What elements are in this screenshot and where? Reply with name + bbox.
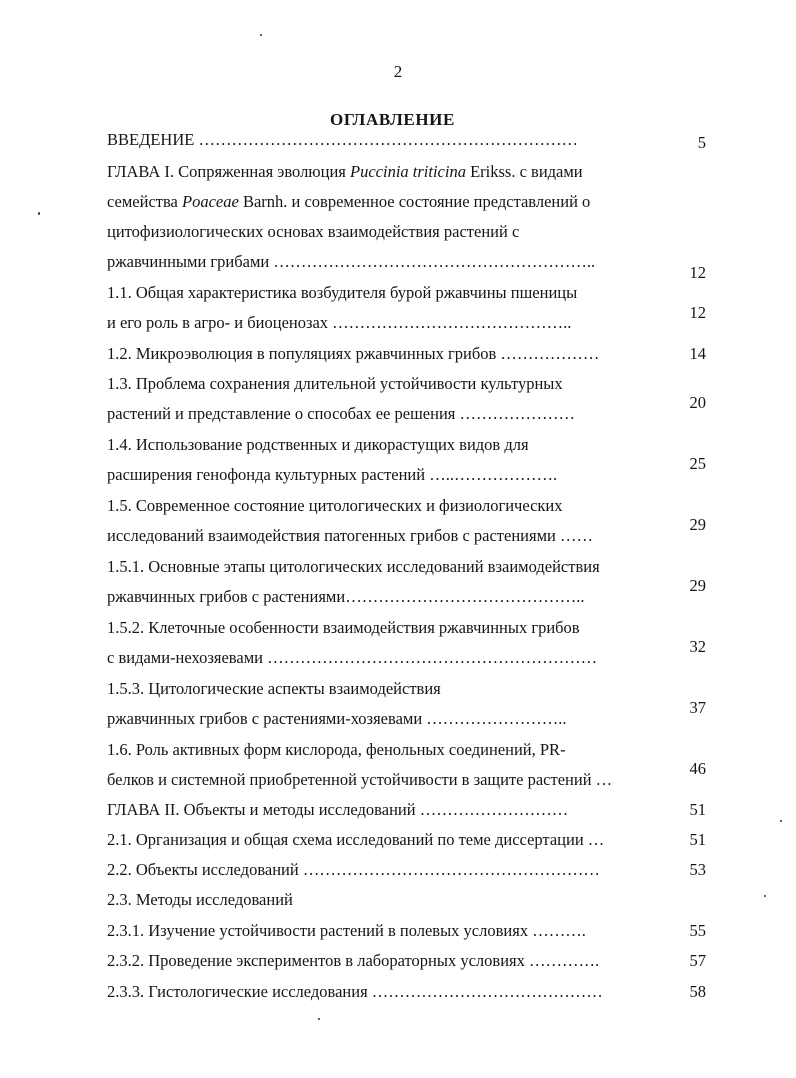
toc-entry-2-2[interactable]: 2.2. Объекты исследований ………………………………………………: [107, 860, 600, 879]
toc-page-2-3-1: 55: [689, 921, 706, 940]
toc-page-chapter1: 12: [689, 263, 706, 282]
toc-entry-2-3-1[interactable]: 2.3.1. Изучение устойчивости растений в полевых условиях ……….: [107, 921, 586, 940]
toc-entry-1-6-line1[interactable]: 1.6. Роль активных форм кислорода, фенольных соединений, PR-: [107, 740, 566, 759]
scan-speck: [260, 34, 262, 36]
toc-entry-1-4-line2[interactable]: расширения генофонда культурных растений …..……………….: [107, 465, 558, 484]
toc-page-1-4: 25: [689, 454, 706, 473]
toc-entry-chapter1-line2[interactable]: [107, 192, 590, 212]
toc-page-1-6: 46: [689, 759, 706, 778]
scan-speck: [764, 895, 766, 897]
chapter1-line1-pre: ГЛАВА I. Сопряженная эволюция: [107, 162, 351, 181]
toc-entry-chapter1-line1[interactable]: [107, 162, 583, 182]
scan-speck: [318, 1018, 320, 1020]
chapter1-line1-post: Erikss. с видами: [465, 162, 583, 181]
toc-page-2-1: 51: [689, 830, 706, 849]
toc-page-1-2: 14: [689, 344, 706, 363]
toc-entry-1-5-1-line1[interactable]: 1.5.1. Основные этапы цитологических исследований взаимодействия: [107, 557, 600, 576]
page-number: 2: [393, 62, 403, 81]
toc-page-1-5: 29: [689, 515, 706, 534]
toc-entry-1-5-line2[interactable]: исследований взаимодействия патогенных грибов с растениями ……: [107, 526, 593, 545]
toc-entry-1-3-line2[interactable]: растений и представление о способах ее решения …………………: [107, 404, 575, 423]
toc-page-intro: 5: [697, 133, 706, 152]
toc-entry-chapter1-line3[interactable]: цитофизиологических основах взаимодействия растений с: [107, 222, 520, 241]
toc-entry-intro[interactable]: ВВЕДЕНИЕ ……………………………………………………………: [107, 130, 578, 149]
toc-entry-chapter2[interactable]: ГЛАВА II. Объекты и методы исследований ………………………: [107, 800, 569, 819]
chapter1-line2-pre: семейства: [107, 192, 182, 211]
toc-page-2-3-3: 58: [689, 982, 706, 1001]
toc-page-1-3: 20: [689, 393, 706, 412]
toc-entry-1-6-line2[interactable]: белков и системной приобретенной устойчивости в защите растений …: [107, 770, 613, 789]
toc-entry-1-5-3-line1[interactable]: 1.5.3. Цитологические аспекты взаимодействия: [107, 679, 441, 698]
toc-entry-1-5-line1[interactable]: 1.5. Современное состояние цитологических и физиологических: [107, 496, 563, 515]
toc-page-1-5-3: 37: [689, 698, 706, 717]
toc-page-1-5-1: 29: [689, 576, 706, 595]
toc-page-2-3-2: 57: [689, 951, 706, 970]
toc-entry-1-2[interactable]: 1.2. Микроэволюция в популяциях ржавчинных грибов ………………: [107, 344, 600, 363]
toc-entry-1-5-1-line2[interactable]: ржавчинных грибов с растениями……………………………………..: [107, 587, 585, 606]
toc-entry-2-3[interactable]: 2.3. Методы исследований: [107, 890, 293, 909]
toc-title: ОГЛАВЛЕНИЕ: [330, 110, 455, 129]
toc-entry-1-4-line1[interactable]: 1.4. Использование родственных и дикорастущих видов для: [107, 435, 529, 454]
toc-page-2-2: 53: [689, 860, 706, 879]
toc-entry-2-1[interactable]: 2.1. Организация и общая схема исследований по теме диссертации …: [107, 830, 605, 849]
toc-page-1-5-2: 32: [689, 637, 706, 656]
toc-page-1-1: 12: [689, 303, 706, 322]
toc-entry-1-5-2-line1[interactable]: 1.5.2. Клеточные особенности взаимодействия ржавчинных грибов: [107, 618, 580, 637]
toc-page-chapter2: 51: [689, 800, 706, 819]
species-name-puccinia: Puccinia triticina: [350, 162, 466, 181]
toc-entry-2-3-2[interactable]: 2.3.2. Проведение экспериментов в лабораторных условиях ………….: [107, 951, 600, 970]
chapter1-line2-post: Barnh. и современное состояние представлений о: [238, 192, 591, 211]
toc-entry-1-5-2-line2[interactable]: с видами-нехозяевами ……………………………………………………: [107, 648, 598, 667]
toc-entry-1-1-line1[interactable]: 1.1. Общая характеристика возбудителя бурой ржавчины пшеницы: [107, 283, 578, 302]
toc-entry-1-1-line2[interactable]: и его роль в агро- и биоценозах ……………………………………..: [107, 313, 572, 332]
family-name-poaceae: Poaceae: [182, 192, 239, 211]
toc-entry-chapter1-line4[interactable]: ржавчинными грибами …………………………………………………..: [107, 252, 596, 271]
toc-entry-1-3-line1[interactable]: 1.3. Проблема сохранения длительной устойчивости культурных: [107, 374, 563, 393]
toc-entry-2-3-3[interactable]: 2.3.3. Гистологические исследования ……………………………………: [107, 982, 603, 1001]
scan-speck: [780, 820, 782, 822]
scan-speck: [38, 212, 40, 215]
toc-entry-1-5-3-line2[interactable]: ржавчинных грибов с растениями-хозяевами ……………………..: [107, 709, 567, 728]
